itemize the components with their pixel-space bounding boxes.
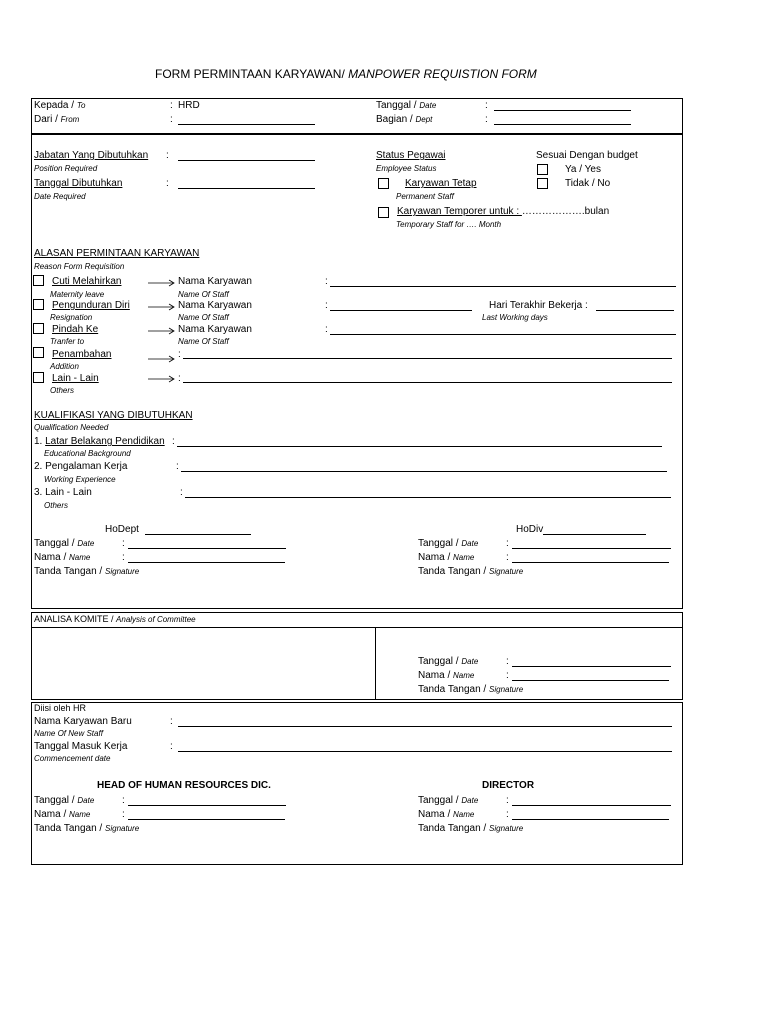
hodept-tanggal-label: Tanggal / Date (34, 538, 95, 549)
edu-colon: : (172, 436, 175, 447)
tetap-label-en: Permanent Staff (396, 192, 454, 201)
qualification-title-en: Qualification Needed (34, 423, 109, 432)
cuti-field-label-en: Name Of Staff (178, 290, 229, 299)
temporer-label: Karyawan Temporer untuk : ……………….bulan (397, 206, 610, 217)
jabatan-label: Jabatan Yang Dibutuhkan (34, 150, 149, 161)
dari-label: Dari / From (34, 114, 80, 125)
hodept-tanggal-field[interactable] (128, 548, 286, 549)
hodiv-label: HoDiv (516, 524, 544, 535)
pindah-label-en: Tranfer to (50, 337, 85, 346)
exp-field[interactable] (181, 471, 667, 472)
lain-label-en: Others (50, 386, 75, 395)
hodiv-nama-field[interactable] (512, 562, 669, 563)
yes-checkbox[interactable] (537, 164, 548, 175)
new-staff-colon: : (170, 716, 173, 727)
kepada-colon: : (170, 100, 173, 111)
hodiv-tanggal-label: Tanggal / Date (418, 538, 479, 549)
dari-field[interactable] (178, 124, 315, 125)
tgl-butuh-colon: : (166, 178, 169, 189)
hodiv-nama-label: Nama / Name (418, 552, 475, 563)
header-section (31, 98, 683, 134)
penambahan-field[interactable] (183, 358, 672, 359)
reason-title: ALASAN PERMINTAAN KARYAWAN (34, 248, 200, 259)
pindah-field[interactable] (330, 334, 676, 335)
lain-label: Lain - Lain (52, 373, 99, 384)
qualification-title: KUALIFIKASI YANG DIBUTUHKAN (34, 410, 193, 421)
other-label-en: Others (44, 501, 69, 510)
exp-label: 2. Pengalaman Kerja (34, 461, 128, 472)
tanggal-label: Tanggal / Date (376, 100, 437, 111)
last-day-label: Hari Terakhir Bekerja : (489, 300, 588, 311)
resign-checkbox[interactable] (33, 299, 44, 310)
bagian-label: Bagian / Dept (376, 114, 433, 125)
tgl-butuh-field[interactable] (178, 188, 315, 189)
hr-nama-field[interactable] (128, 819, 285, 820)
arrow-icon (148, 279, 176, 287)
exp-label-en: Working Experience (44, 475, 116, 484)
jabatan-label-en: Position Required (34, 164, 98, 173)
head-hr-title: HEAD OF HUMAN RESOURCES DIC. (97, 780, 271, 791)
hodept-nama-label: Nama / Name (34, 552, 91, 563)
penambahan-label-en: Addition (50, 362, 79, 371)
committee-nama-colon: : (506, 670, 509, 681)
hodept-nama-colon: : (122, 552, 125, 563)
resign-label: Pengunduran Diri (52, 300, 130, 311)
tgl-butuh-label-en: Date Required (34, 192, 86, 201)
committee-tanggal-field[interactable] (512, 666, 671, 667)
other-field[interactable] (185, 497, 671, 498)
cuti-label-en: Maternity leave (50, 290, 105, 299)
committee-nama-field[interactable] (512, 680, 669, 681)
hodept-label: HoDept (105, 524, 139, 535)
other-label: 3. Lain - Lain (34, 487, 92, 498)
hodept-field[interactable] (145, 534, 251, 535)
arrow-icon (148, 355, 176, 363)
resign-colon: : (325, 300, 328, 311)
committee-section (31, 627, 683, 700)
start-label: Tanggal Masuk Kerja (34, 741, 128, 752)
arrow-icon (148, 375, 176, 383)
kepada-value: HRD (178, 100, 200, 111)
cuti-colon: : (325, 276, 328, 287)
yes-label: Ya / Yes (565, 164, 601, 175)
form-title: FORM PERMINTAAN KARYAWAN/ MANPOWER REQUISTION FORM (155, 67, 537, 81)
hr-tanggal-colon: : (122, 795, 125, 806)
committee-title: ANALISA KOMITE / Analysis of Committee (34, 614, 196, 624)
kepada-label: Kepada / To (34, 100, 86, 111)
bagian-colon: : (485, 114, 488, 125)
hr-nama-label: Nama / Name (34, 809, 91, 820)
director-nama-colon: : (506, 809, 509, 820)
jabatan-field[interactable] (178, 160, 315, 161)
cuti-field-label: Nama Karyawan (178, 276, 252, 287)
tanggal-field[interactable] (494, 110, 631, 111)
edu-label-en: Educational Background (44, 449, 131, 458)
pindah-field-label: Nama Karyawan (178, 324, 252, 335)
pindah-checkbox[interactable] (33, 323, 44, 334)
resign-field-label: Nama Karyawan (178, 300, 252, 311)
hodept-ttd-label: Tanda Tangan / Signature (34, 566, 140, 577)
tetap-label: Karyawan Tetap (405, 178, 477, 189)
arrow-icon (148, 303, 176, 311)
hr-title: Diisi oleh HR (34, 703, 87, 713)
jabatan-colon: : (166, 150, 169, 161)
tetap-checkbox[interactable] (378, 178, 389, 189)
no-checkbox[interactable] (537, 178, 548, 189)
bagian-field[interactable] (494, 124, 631, 125)
hodiv-field[interactable] (543, 534, 646, 535)
start-field[interactable] (178, 751, 672, 752)
lain-checkbox[interactable] (33, 372, 44, 383)
director-nama-field[interactable] (512, 819, 669, 820)
hr-ttd-label: Tanda Tangan / Signature (34, 823, 140, 834)
start-colon: : (170, 741, 173, 752)
pindah-colon: : (325, 324, 328, 335)
hodiv-ttd-label: Tanda Tangan / Signature (418, 566, 524, 577)
cuti-field[interactable] (330, 286, 676, 287)
new-staff-field[interactable] (178, 726, 672, 727)
tanggal-colon: : (485, 100, 488, 111)
committee-ttd-label: Tanda Tangan / Signature (418, 684, 524, 695)
start-label-en: Commencement date (34, 754, 111, 763)
last-day-field[interactable] (596, 310, 674, 311)
other-colon: : (180, 487, 183, 498)
exp-colon: : (176, 461, 179, 472)
resign-field[interactable] (330, 310, 472, 311)
edu-label: 1. Latar Belakang Pendidikan (34, 436, 165, 447)
budget-label: Sesuai Dengan budget (536, 150, 638, 161)
arrow-icon (148, 327, 176, 335)
penambahan-label: Penambahan (52, 349, 112, 360)
resign-label-en: Resignation (50, 313, 93, 322)
edu-field[interactable] (177, 446, 662, 447)
hodept-nama-field[interactable] (128, 562, 285, 563)
pindah-label: Pindah Ke (52, 324, 99, 335)
director-title: DIRECTOR (482, 780, 535, 791)
resign-field-label-en: Name Of Staff (178, 313, 229, 322)
committee-tanggal-colon: : (506, 656, 509, 667)
penambahan-checkbox[interactable] (33, 347, 44, 358)
hodiv-nama-colon: : (506, 552, 509, 563)
director-tanggal-colon: : (506, 795, 509, 806)
lain-colon: : (178, 373, 181, 384)
cuti-label: Cuti Melahirkan (52, 276, 122, 287)
tgl-butuh-label: Tanggal Dibutuhkan (34, 178, 123, 189)
pindah-field-label-en: Name Of Staff (178, 337, 229, 346)
hodiv-tanggal-field[interactable] (512, 548, 671, 549)
hodept-tanggal-colon: : (122, 538, 125, 549)
director-nama-label: Nama / Name (418, 809, 475, 820)
new-staff-label-en: Name Of New Staff (34, 729, 103, 738)
committee-divider (375, 627, 376, 700)
temporer-checkbox[interactable] (378, 207, 389, 218)
penambahan-colon: : (178, 349, 181, 360)
director-tanggal-label: Tanggal / Date (418, 795, 479, 806)
no-label: Tidak / No (565, 178, 611, 189)
committee-nama-label: Nama / Name (418, 670, 475, 681)
status-label: Status Pegawai (376, 150, 446, 161)
status-label-en: Employee Status (376, 164, 437, 173)
hr-tanggal-field[interactable] (128, 805, 286, 806)
hr-tanggal-label: Tanggal / Date (34, 795, 95, 806)
last-day-label-en: Last Working days (482, 313, 548, 322)
temporer-label-en: Temporary Staff for …. Month (396, 220, 502, 229)
lain-field[interactable] (183, 382, 672, 383)
new-staff-label: Nama Karyawan Baru (34, 716, 132, 727)
cuti-checkbox[interactable] (33, 275, 44, 286)
dari-colon: : (170, 114, 173, 125)
reason-title-en: Reason Form Requisition (34, 262, 125, 271)
director-tanggal-field[interactable] (512, 805, 671, 806)
hodiv-tanggal-colon: : (506, 538, 509, 549)
director-ttd-label: Tanda Tangan / Signature (418, 823, 524, 834)
hr-nama-colon: : (122, 809, 125, 820)
committee-tanggal-label: Tanggal / Date (418, 656, 479, 667)
